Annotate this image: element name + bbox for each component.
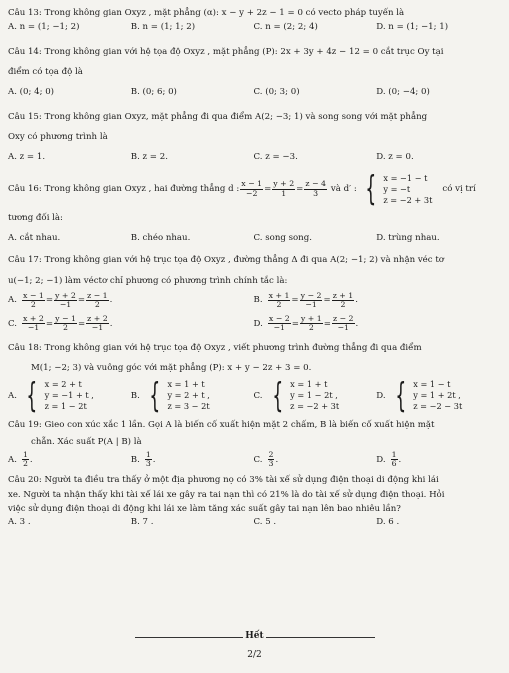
q14-text-1: Câu 14: Trong không gian với hệ tọa độ Oxyz , mặt phẳng (P): 2x + 3y + 4z − 12 = 0 cắt trục Oy tại <box>8 46 444 57</box>
q20-option-d: D. 6 . <box>376 517 400 528</box>
q15-option-c: C. z = −3. <box>253 152 298 163</box>
q13-option-b: B. n = (1; 1; 2) <box>130 22 196 33</box>
q20-option-a: A. 3 . <box>8 517 31 528</box>
q13-option-c: C. n = (2; 2; 4) <box>253 22 318 33</box>
q16-option-a: A. cắt nhau. <box>8 233 61 243</box>
q18-option-a: A. { x = 2 + t y = −1 + t , z = 1 − 2t <box>8 375 94 416</box>
q17-options-row-2 <box>8 315 499 332</box>
q16-options <box>8 233 499 243</box>
q19-text-1: Câu 19: Gieo con xúc xắc 1 lần. Gọi A là biến cố xuất hiện mặt 2 chấm, B là biến cố xuất hiện mặt <box>8 420 435 431</box>
q18-text-1: Câu 18: Trong không gian với hệ trục tọa độ Oxyz , viết phương trình đường thẳng đi qua điểm <box>8 342 422 353</box>
q17-option-d: D. $\frac{x - 2}{-1}$ = $\frac{y + 1}{2}$ = $\frac{z - 2}{-1}$ . <box>253 314 359 333</box>
q20-options <box>8 517 499 527</box>
q17-text-2: u(−1; 2; −1) làm véctơ chỉ phương có phương trình chính tắc là: <box>8 275 288 286</box>
q16-system: { x = −1 − t y = −t z = −2 + 3t <box>365 168 433 209</box>
q17-options-row-1 <box>8 292 499 309</box>
q17-text-1: Câu 17: Trong không gian với hệ trục tọa độ Oxyz , đường thẳng Δ đi qua A(2; −1; 2) và nhận véc tơ <box>8 255 444 266</box>
q17-option-a: A. $\frac{x - 1}{2}$ = $\frac{y + 2}{-1}$ = $\frac{z - 1}{2}$ . <box>8 290 113 310</box>
q19-options <box>8 451 499 468</box>
q13-text: Câu 13: Trong không gian Oxyz , mặt phẳng (α): x − y + 2z − 1 = 0 có vecto pháp tuyến là <box>8 8 405 18</box>
q20-option-c: C. 5 . <box>253 517 277 528</box>
q16-option-b: B. chéo nhau. <box>130 233 191 243</box>
q15-text-1: Câu 15: Trong không gian Oxyz, mặt phẳng đi qua điểm A(2; −3; 1) và song song với mặt phẳng <box>8 111 428 122</box>
q15-option-a: A. z = 1. <box>8 152 46 163</box>
q20-text-1: Câu 20: Người ta điều tra thấy ở một địa phương nọ có 3% tài xế sử dụng điện thoại di động khi lái <box>8 475 439 486</box>
q18-options <box>8 375 499 416</box>
q14-option-d: D. (0; −4; 0) <box>376 87 430 98</box>
q16-statement: Câu 16: Trong không gian Oxyz , hai đường thẳng d : $\frac{x - 1}{-2}$ = $\frac{y + 2}{1}$ = $\frac{z - 4}{3}$ và d′ : { x = −1 − t y = −t z = −2 + 3t có vị trí <box>8 168 476 209</box>
q15-text-2: Oxy có phương trình là <box>8 131 108 142</box>
q20-text-2: xe. Người ta nhận thấy khi tài xế lái xe gây ra tai nạn thì có 21% là do tài xế sử dụng điện thoại. Hỏi <box>8 489 445 500</box>
q16-option-d: D. trùng nhau. <box>376 233 440 243</box>
q14-option-a: A. (0; 4; 0) <box>8 87 55 98</box>
q16-frac-x: $\frac{x - 1}{-2}$ <box>241 179 263 198</box>
q14-options <box>8 87 499 97</box>
q18-option-d: D. { x = 1 − t y = 1 + 2t , z = −2 − 3t <box>376 375 463 416</box>
q16-option-c: C. song song. <box>253 233 312 243</box>
q15-option-b: B. z = 2. <box>130 152 168 163</box>
q13-option-d: D. n = (1; −1; 1) <box>376 22 449 33</box>
q15-option-d: D. z = 0. <box>376 152 414 163</box>
q16-text-2: tương đối là: <box>8 212 63 223</box>
q18-option-b: B. { x = 1 + t y = 2 + t , z = 3 − 2t <box>130 375 210 416</box>
end-marker: Hết <box>245 631 264 641</box>
q19-text-2: chẵn. Xác suất P(A | B) là <box>31 436 142 447</box>
q14-option-b: B. (0; 6; 0) <box>130 87 177 98</box>
q19-option-a: A. $\frac{1}{2}$ . <box>8 450 33 469</box>
page-number: 2/2 <box>247 650 262 660</box>
q18-option-c: C. { x = 1 + t y = 1 − 2t , z = −2 + 3t <box>253 375 340 416</box>
q20-option-b: B. 7 . <box>130 517 154 528</box>
q19-option-d: D. $\frac{1}{6}$ . <box>376 450 402 469</box>
q19-option-b: B. $\frac{1}{3}$ . <box>130 450 156 469</box>
q16-prefix: Câu 16: Trong không gian Oxyz , hai đường thẳng d : <box>8 183 240 194</box>
q16-suffix: có vị trí <box>442 183 476 194</box>
q14-text-2: điểm có tọa độ là <box>8 66 83 77</box>
q13-option-a: A. n = (1; −1; 2) <box>8 22 80 33</box>
q16-middle: và d′ : <box>330 183 357 194</box>
q13-options <box>8 22 499 32</box>
q16-frac-z: $\frac{z - 4}{3}$ <box>305 179 326 198</box>
q15-options <box>8 152 499 162</box>
q16-frac-y: $\frac{y + 2}{1}$ <box>273 179 295 198</box>
q17-option-c: C. $\frac{x + 2}{-1}$ = $\frac{y - 1}{2}$ = $\frac{z + 2}{-1}$ . <box>8 314 113 333</box>
q14-option-c: C. (0; 3; 0) <box>253 87 300 98</box>
q20-text-3: việc sử dụng điện thoại di động khi lái xe làm tăng xác suất gây tai nạn lên bao nhiêu lần? <box>8 504 401 515</box>
q19-option-c: C. $\frac{2}{3}$ . <box>253 450 279 469</box>
q17-option-b: B. $\frac{x + 1}{2}$ = $\frac{y - 2}{-1}$ = $\frac{z + 1}{2}$ . <box>253 290 358 310</box>
q18-text-2: M(1; −2; 3) và vuông góc với mặt phẳng (P): x + y − 2z + 3 = 0. <box>31 362 312 373</box>
